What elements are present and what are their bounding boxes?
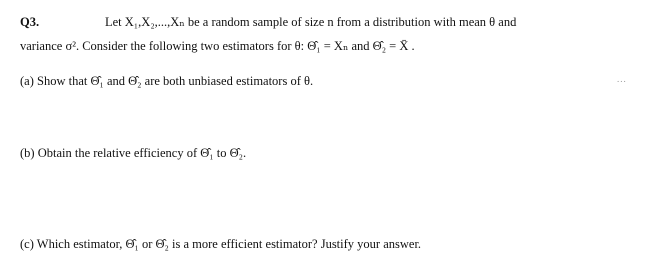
question-intro-line-1: Let X₁,X₂,...,Xₙ be a random sample of size n from a distribution with mean θ and bbox=[105, 15, 517, 29]
part-a: (a) Show that Θ̂₁ and Θ̂₂ are both unbiased estimators of θ. bbox=[20, 74, 314, 88]
part-b: (b) Obtain the relative efficiency of Θ̂₁ to Θ̂₂. bbox=[20, 146, 247, 160]
margin-mark: ... bbox=[617, 74, 627, 84]
question-number: Q3. bbox=[20, 15, 40, 29]
part-c: (c) Which estimator, Θ̂₁ or Θ̂₂ is a more efficient estimator? Justify your answer. bbox=[20, 237, 422, 251]
question-intro-line-2: variance σ². Consider the following two estimators for θ: Θ̂₁ = Xₙ and Θ̂₂ = X̄ . bbox=[20, 39, 415, 53]
